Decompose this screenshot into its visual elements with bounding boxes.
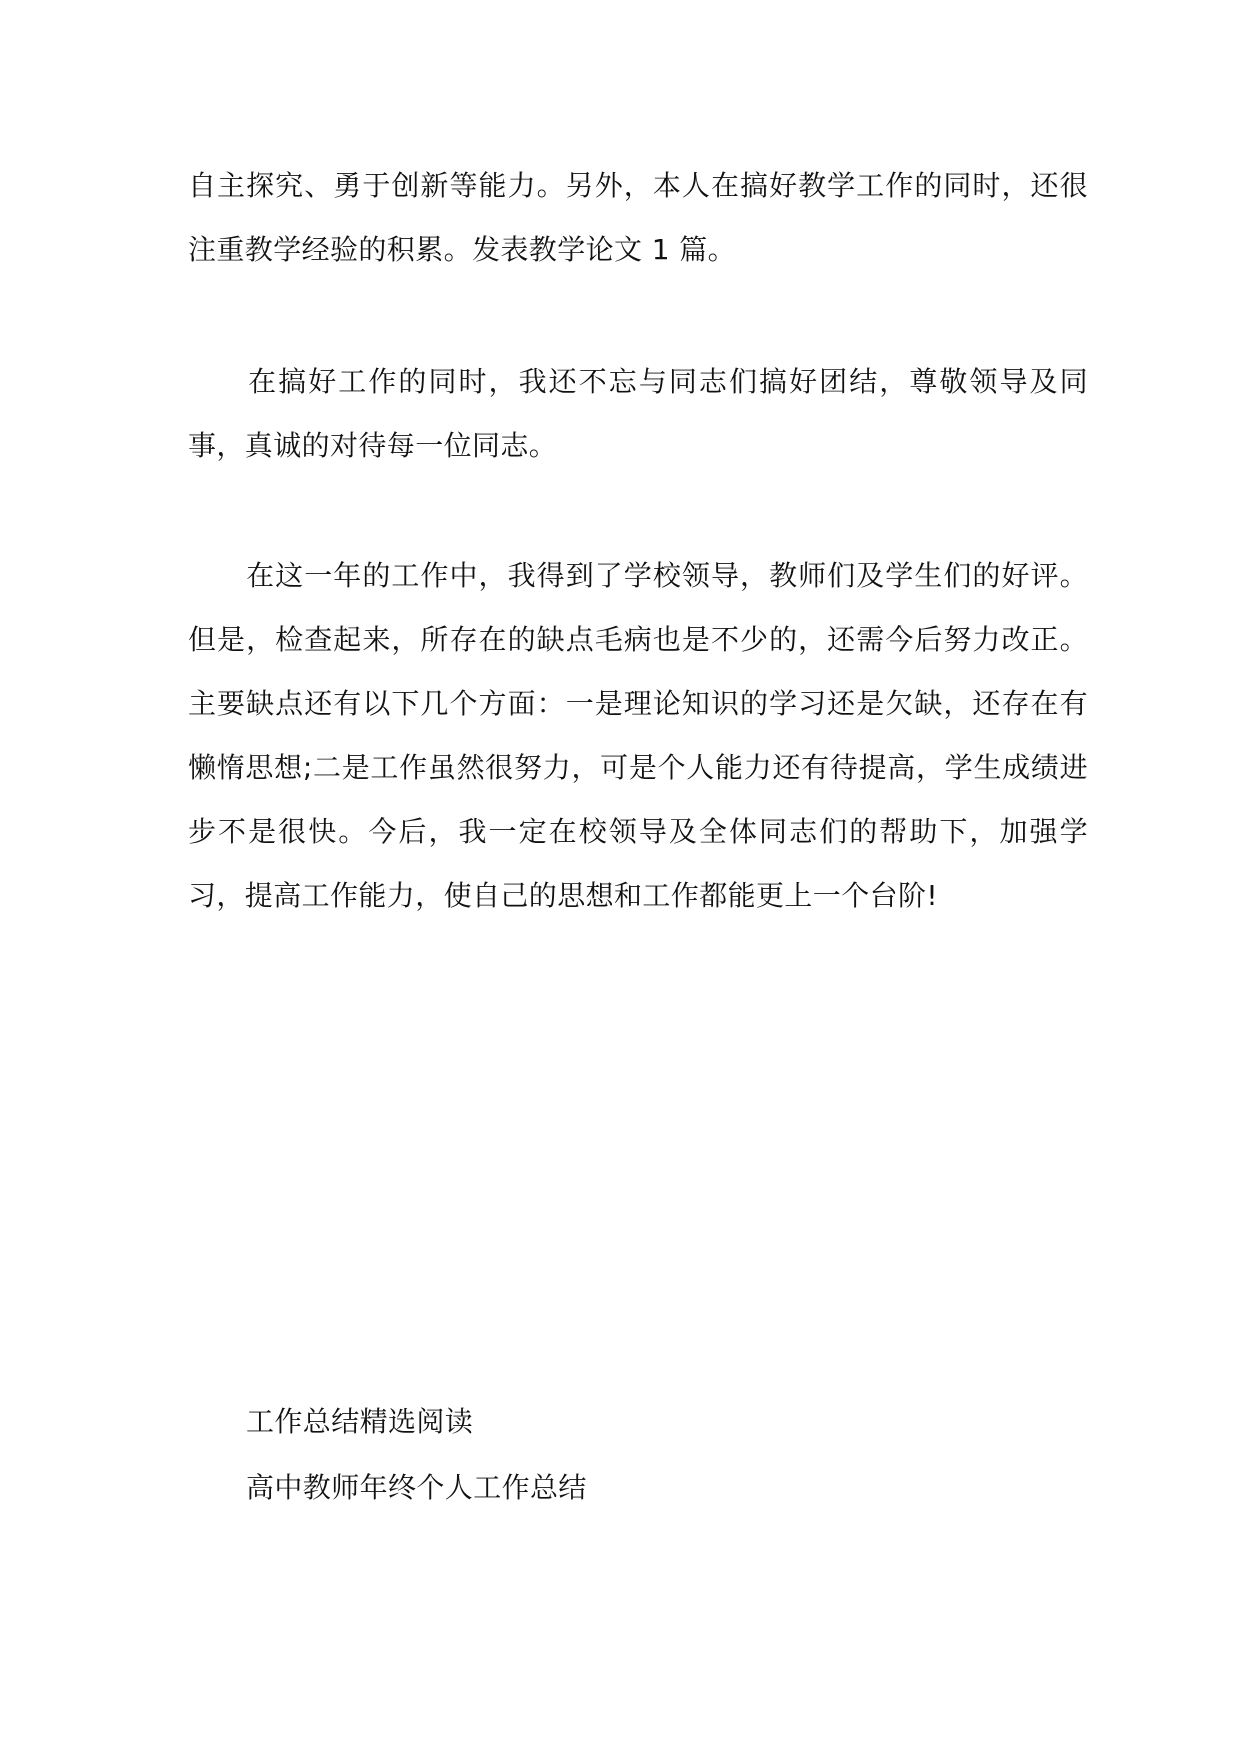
- related-reading-link[interactable]: 高中教师年终个人工作总结: [246, 1471, 587, 1504]
- paragraph-shortcomings-and-plans: 在这一年的工作中，我得到了学校领导，教师们及学生们的好评。但是，检查起来，所存在的缺点毛病也是不少的，还需今后努力改正。主要缺点还有以下几个方面：一是理论知识的学习还是欠缺，还存在有懒惰思想;二是工作虽然很努力，可是个人能力还有待提高，学生成绩进步不是很快。今后，我一定在校领导及全体同志们的帮助下，加强学习，提高工作能力，使自己的思想和工作都能更上一个台阶!: [188, 559, 1088, 912]
- paragraph-teaching-achievements: 自主探究、勇于创新等能力。另外，本人在搞好教学工作的同时，还很注重教学经验的积累。发表教学论文 1 篇。: [188, 169, 1088, 266]
- related-reading-heading: 工作总结精选阅读: [246, 1405, 474, 1438]
- paragraph-team-unity: 在搞好工作的同时，我还不忘与同志们搞好团结，尊敬领导及同事，真诚的对待每一位同志。: [188, 365, 1088, 462]
